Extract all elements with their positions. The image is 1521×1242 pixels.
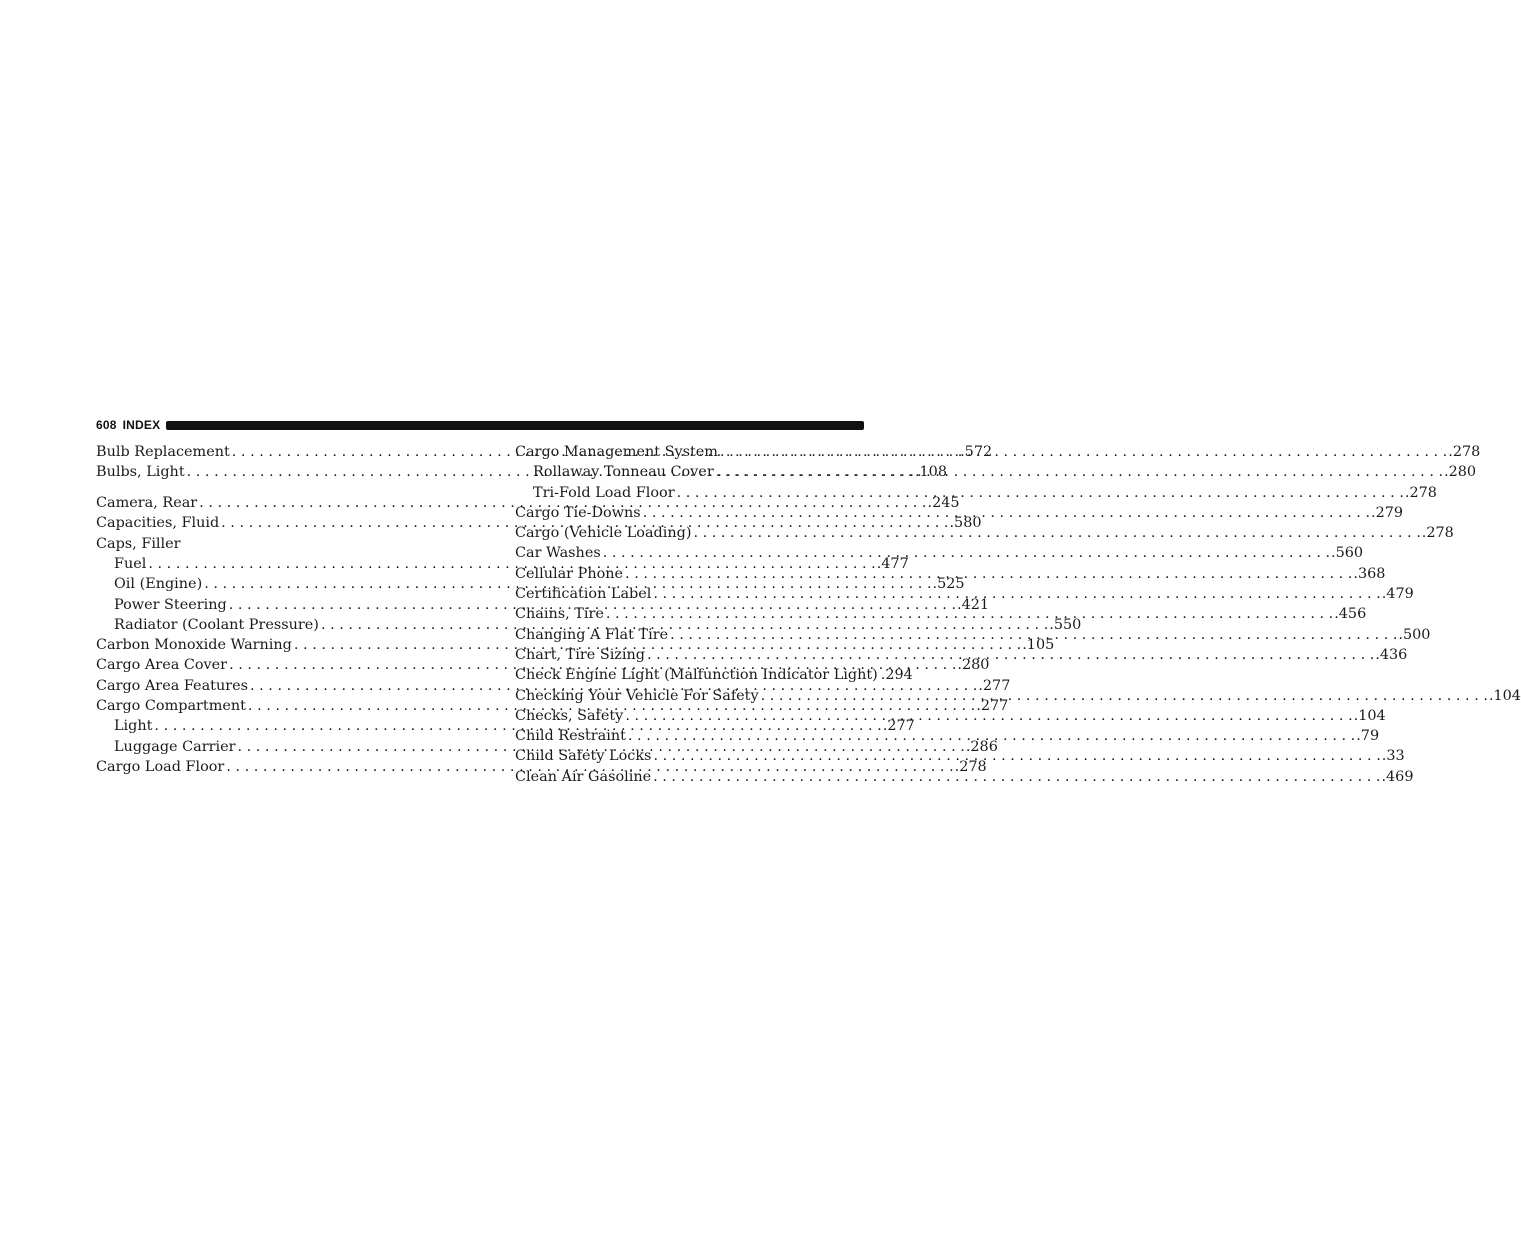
index-page-ref: .104 — [1488, 687, 1521, 704]
index-term: Checking Your Vehicle For Safety — [515, 687, 759, 704]
index-term: Fuel — [114, 555, 147, 572]
index-term: Chart, Tire Sizing — [515, 646, 645, 663]
index-term: Clean Air Gasoline — [515, 768, 652, 785]
index-term: Child Safety Locks — [515, 748, 652, 765]
dot-leader — [714, 462, 1443, 482]
index-page-ref: .278 — [1404, 484, 1437, 501]
index-term: Checks, Safety — [515, 707, 624, 724]
index-page-ref: .294 — [880, 667, 913, 684]
index-entry — [515, 686, 1521, 706]
index-entry — [515, 625, 1431, 645]
index-term: Bulbs, Light — [96, 464, 185, 481]
index-entry — [96, 655, 990, 675]
index-page-ref: .277 — [978, 677, 1011, 694]
index-entry — [515, 543, 1364, 563]
index-page-ref: .277 — [882, 718, 915, 735]
index-page-ref: .278 — [1448, 444, 1481, 460]
index-entry — [96, 513, 982, 533]
index-entry — [96, 534, 445, 554]
index-page-ref: .560 — [1331, 545, 1364, 562]
index-term: Rollaway Tonneau Cover — [533, 464, 714, 481]
index-term: Cargo Compartment — [96, 698, 246, 715]
index-term: Chains, Tire — [515, 606, 604, 623]
dot-leader — [626, 726, 1355, 746]
index-term: Carbon Monoxide Warning — [96, 637, 292, 654]
index-page-ref: .469 — [1381, 768, 1414, 785]
index-page-ref: .108 — [914, 464, 947, 481]
index-page-ref: .477 — [876, 555, 909, 572]
index-page-ref: .278 — [1421, 525, 1454, 542]
index-term: Certification Label — [515, 586, 652, 603]
dot-leader — [651, 767, 1380, 787]
page-header — [96, 417, 864, 433]
index-page-ref: .278 — [954, 758, 987, 775]
index-term: Check Engine Light (Malfunction Indicator Light) — [515, 667, 878, 684]
index-subentry — [96, 716, 915, 736]
index-page-ref: .479 — [1381, 586, 1414, 603]
index-term: Tri-Fold Load Floor — [533, 484, 675, 501]
index-term: Cargo Area Cover — [96, 657, 228, 674]
index-page-ref: .456 — [1334, 606, 1367, 623]
index-term: Caps, Filler — [96, 535, 181, 552]
index-term: Car Washes — [515, 545, 601, 562]
index-page-ref: .436 — [1375, 646, 1408, 663]
dot-leader — [641, 503, 1370, 523]
index-term: Light — [114, 718, 153, 735]
index-page-ref: .550 — [1049, 616, 1082, 633]
dot-leader — [668, 625, 1397, 645]
index-page-ref: .572 — [960, 444, 993, 460]
index-term: Child Restraint — [515, 728, 626, 745]
dot-leader — [718, 442, 1447, 462]
index-term: Cellular Phone — [515, 565, 624, 582]
index-term: Bulb Replacement — [96, 444, 230, 460]
index-page-ref: .580 — [949, 515, 982, 532]
index-term: Camera, Rear — [96, 495, 198, 512]
index-page-ref: .277 — [976, 698, 1009, 715]
index-subentry — [96, 574, 965, 594]
index-page-ref: .105 — [1022, 637, 1055, 654]
dot-leader — [651, 584, 1380, 604]
dot-leader — [604, 604, 1333, 624]
index-term: Cargo (Vehicle Loading) — [515, 525, 692, 542]
index-term: Capacities, Fluid — [96, 515, 220, 532]
dot-leader — [675, 483, 1404, 503]
index-entry — [515, 665, 913, 685]
index-page-ref: .500 — [1398, 626, 1431, 643]
index-term: Radiator (Coolant Pressure) — [114, 616, 319, 633]
index-page-ref: .286 — [965, 738, 998, 755]
dot-leader — [645, 645, 1374, 665]
index-term: Changing A Flat Tire — [515, 626, 669, 643]
dot-leader — [623, 706, 1352, 726]
index-page-ref: .280 — [957, 657, 990, 674]
index-term: Cargo Tie-Downs — [515, 504, 641, 521]
index-entry — [515, 767, 1414, 787]
index-page-ref: .245 — [927, 495, 960, 512]
index-term: Cargo Area Features — [96, 677, 248, 694]
index-page-ref: .421 — [957, 596, 990, 613]
header-rule — [166, 421, 864, 430]
index-page-ref: .368 — [1353, 565, 1386, 582]
index-page-ref: .104 — [1353, 707, 1386, 724]
dot-leader — [691, 523, 1420, 543]
index-page-ref: .33 — [1381, 748, 1405, 765]
index-entry — [515, 564, 1386, 584]
index-page-ref: .280 — [1444, 464, 1477, 481]
index-term: Cargo Management System — [515, 444, 718, 460]
index-term: Luggage Carrier — [114, 738, 236, 755]
dot-leader — [601, 543, 1330, 563]
index-page-ref: .79 — [1356, 728, 1380, 745]
dot-leader — [623, 564, 1352, 584]
dot-leader — [651, 746, 1380, 766]
index-page-ref: .525 — [932, 576, 965, 593]
index-term: Power Steering — [114, 596, 227, 613]
index-term: Cargo Load Floor — [96, 758, 225, 775]
page-number: 608 — [96, 418, 117, 432]
section-title: INDEX — [122, 418, 161, 432]
dot-leader — [759, 686, 1488, 706]
index-term: Oil (Engine) — [114, 576, 203, 593]
index-subentry — [515, 483, 1437, 503]
index-page-ref: .279 — [1371, 504, 1404, 521]
